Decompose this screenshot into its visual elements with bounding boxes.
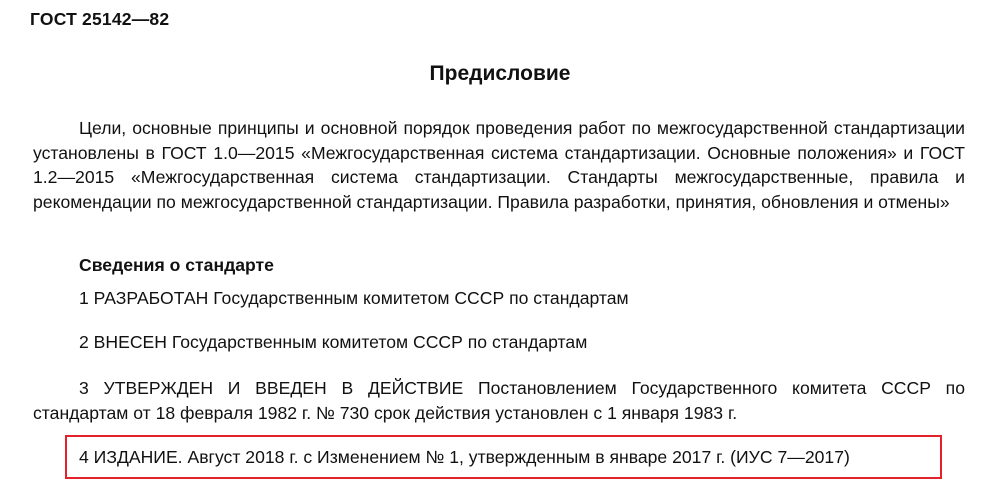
section-heading: Сведения о стандарте bbox=[79, 255, 274, 275]
page-title: Предисловие bbox=[429, 62, 571, 85]
info-item-developed: 1 РАЗРАБОТАН Государственным комитетом СССР по стандартам bbox=[79, 288, 629, 308]
standard-code: ГОСТ 25142—82 bbox=[30, 9, 170, 29]
info-item-edition: 4 ИЗДАНИЕ. Август 2018 г. с Изменением № 1, утвержденным в январе 2017 г. (ИУС 7—2017) bbox=[79, 447, 850, 467]
intro-paragraph: Цели, основные принципы и основной порядок проведения работ по межгосударственной стандартизации установлены в ГОСТ 1.0—2015 «Межгосударственная система стандартизации. Основные положения» и ГОСТ 1.2—2015 «Межгосударственная система стандартизации. Стандарты межгосударственные, правила и рекомендации по межгосударственной стандартизации. Правила разработки, принятия, обновления и отмены» bbox=[33, 118, 965, 212]
info-item-submitted: 2 ВНЕСЕН Государственным комитетом СССР по стандартам bbox=[79, 332, 588, 352]
info-item-approved: 3 УТВЕРЖДЕН И ВВЕДЕН В ДЕЙСТВИЕ Постановлением Государственного комитета СССР по стандартам от 18 февраля 1982 г. № 730 срок действия установлен с 1 января 1983 г. bbox=[33, 378, 965, 423]
